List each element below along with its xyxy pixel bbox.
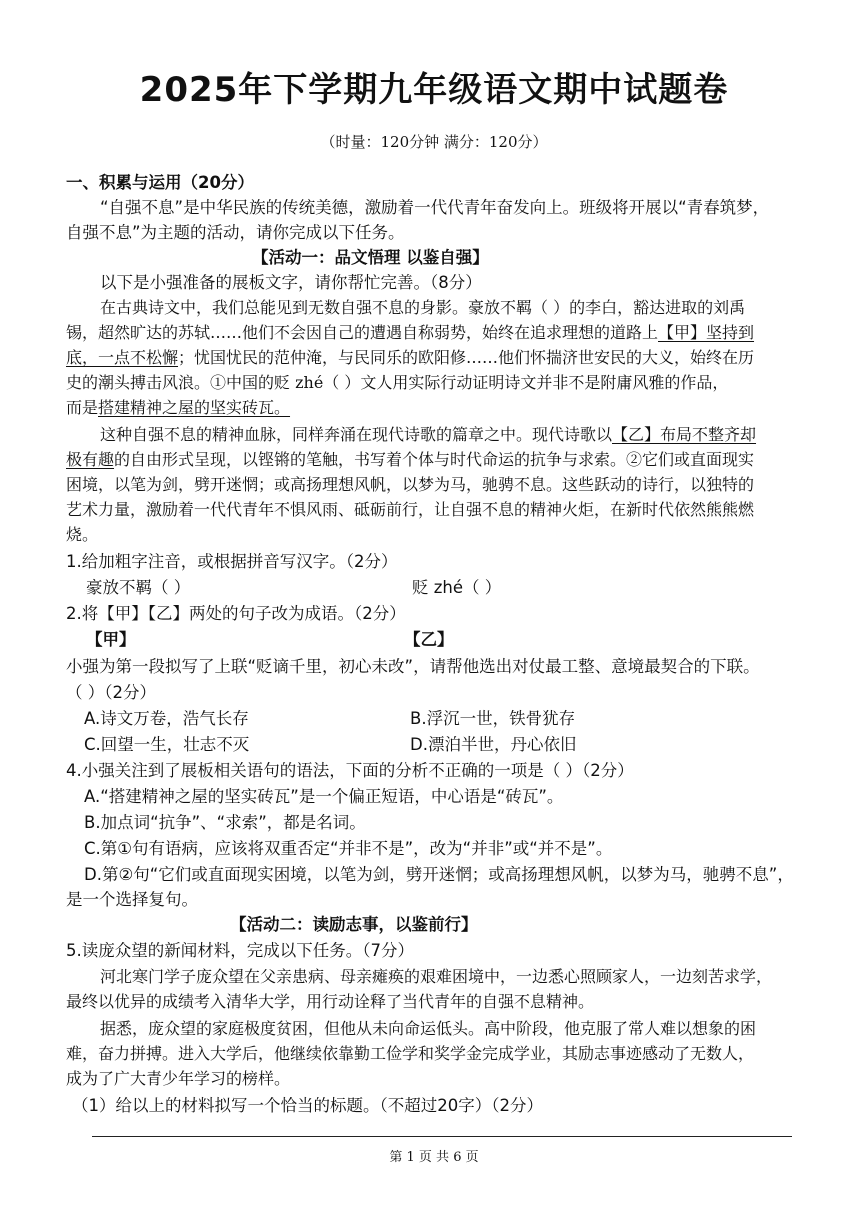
- news-line: 难，奋力拼搏。进入大学后，他继续依靠勤工俭学和奖学金完成学业，其励志事迹感动了无数人，: [66, 1044, 755, 1063]
- marked-sentence-jia: 【甲】坚持到: [658, 323, 755, 342]
- passage-line: [66, 397, 806, 419]
- passage-line: 烧。: [66, 525, 99, 544]
- question-5: 5.读庞众望的新闻材料，完成以下任务。（7分）: [66, 941, 414, 960]
- passage-line: [66, 322, 806, 344]
- marked-sentence-yi: 【乙】布局不整齐却: [612, 425, 757, 444]
- underlined-phrase: 搭建精神之屋的坚实砖瓦。: [98, 398, 291, 417]
- question-1: 1.给加粗字注音，或根据拼音写汉字。（2分）: [66, 552, 398, 571]
- question-4: 4.小强关注到了展板相关语句的语法，下面的分析不正确的一项是（ ）（2分）: [66, 761, 634, 780]
- news-line: 成为了广大青少年学习的榜样。: [66, 1069, 291, 1088]
- answer-line[interactable]: [92, 1136, 792, 1137]
- question-3: 小强为第一段拟写了上联“贬谪千里，初心未改”，请帮他选出对仗最工整、意境最契合的下联。: [66, 657, 760, 676]
- exam-info: （时量：120分钟 满分：120分）: [320, 133, 548, 151]
- news-line: 河北寒门学子庞众望在父亲患病、母亲瘫痪的艰难困境中，一边悉心照顾家人，一边刻苦求学，: [100, 967, 773, 986]
- option-d[interactable]: D.第②句“它们或直面现实困境，以笔为剑，劈开迷惘；或高扬理想风帆，以梦为马，驰骋不息”，: [84, 865, 794, 884]
- answer-blank-q1a[interactable]: 豪放不羁（ ）: [86, 578, 191, 597]
- board-prompt: 以下是小强准备的展板文字，请你帮忙完善。（8分）: [100, 273, 482, 292]
- activity-two-heading: 【活动二：读励志事，以鉴前行】: [230, 915, 478, 934]
- marked-sentence-jia-cont: 底，一点不松懈: [66, 348, 179, 367]
- activity-one-heading: 【活动一：品文悟理 以鉴自强】: [252, 248, 489, 267]
- question-5-1: （1）给以上的材料拟写一个恰当的标题。（不超过20字）（2分）: [72, 1096, 543, 1115]
- passage-text: ；忧国忧民的范仲淹，与民同乐的欧阳修……他们怀揣济世安民的大义，始终在历: [178, 348, 755, 367]
- option-d[interactable]: D.漂泊半世，丹心依旧: [410, 735, 577, 754]
- page-title: 2025年下学期九年级语文期中试题卷: [139, 70, 729, 110]
- news-line: 最终以优异的成绩考入清华大学，用行动诠释了当代青年的自强不息精神。: [66, 992, 595, 1011]
- passage-text: 锡，超然旷达的苏轼……他们不会因自己的遭遇自称弱势，始终在追求理想的道路上: [66, 323, 659, 342]
- answer-blank-yi[interactable]: 【乙】: [404, 630, 454, 649]
- option-b[interactable]: B.浮沉一世，铁骨犹存: [410, 709, 576, 728]
- passage-line: 艺术力量，激励着一代代青年不惧风雨、砥砺前行，让自强不息的精神火炬，在新时代依然熊熊燃: [66, 500, 755, 519]
- option-b[interactable]: B.加点词“抗争”、“求索”，都是名词。: [84, 813, 366, 832]
- answer-blank-q3[interactable]: （ ）（2分）: [66, 683, 156, 702]
- page-number: 第 1 页 共 6 页: [389, 1150, 479, 1165]
- option-c[interactable]: C.回望一生，壮志不灭: [84, 735, 250, 754]
- marked-sentence-yi-cont: 极有趣: [66, 450, 115, 469]
- passage-line: 在古典诗文中，我们总能见到无数自强不息的身影。豪放不羁（ ）的李白，豁达进取的刘禹: [100, 298, 746, 317]
- passage-text: 而是: [66, 398, 99, 417]
- passage-text: 这种自强不息的精神血脉，同样奔涌在现代诗歌的篇章之中。现代诗歌以: [100, 425, 613, 444]
- answer-blank-jia[interactable]: 【甲】: [86, 630, 136, 649]
- option-a[interactable]: A.“搭建精神之屋的坚实砖瓦”是一个偏正短语，中心语是“砖瓦”。: [84, 787, 564, 806]
- passage-line: 史的潮头搏击风浪。①中国的贬 zhé（ ）文人用实际行动证明诗文并非不是附庸风雅的作品，: [66, 373, 729, 392]
- news-line: 据悉，庞众望的家庭极度贫困，但他从未向命运低头。高中阶段，他克服了常人难以想象的困: [100, 1019, 757, 1038]
- passage-line: [66, 347, 806, 369]
- section-heading: 一、积累与运用（20分）: [66, 173, 254, 192]
- passage-line: [66, 449, 806, 471]
- answer-blank-q1b[interactable]: 贬 zhé（ ）: [412, 578, 502, 597]
- intro-line-1: “自强不息”是中华民族的传统美德，激励着一代代青年奋发向上。班级将开展以“青春筑梦，: [100, 198, 770, 217]
- intro-line-2: 自强不息”为主题的活动，请你完成以下任务。: [66, 223, 405, 242]
- question-2: 2.将【甲】【乙】两处的句子改为成语。（2分）: [66, 604, 406, 623]
- option-a[interactable]: A.诗文万卷，浩气长存: [84, 709, 249, 728]
- passage-line: [100, 424, 840, 446]
- passage-line: 困境，以笔为剑，劈开迷惘；或高扬理想风帆，以梦为马，驰骋不息。这些跃动的诗行，以独特的: [66, 475, 755, 494]
- option-d-cont: 是一个选择复句。: [66, 890, 198, 909]
- passage-text: 的自由形式呈现，以铿锵的笔触，书写着个体与时代命运的抗争与求索。②它们或直面现实: [114, 450, 755, 469]
- option-c[interactable]: C.第①句有语病，应该将双重否定“并非不是”，改为“并非”或“并不是”。: [84, 839, 613, 858]
